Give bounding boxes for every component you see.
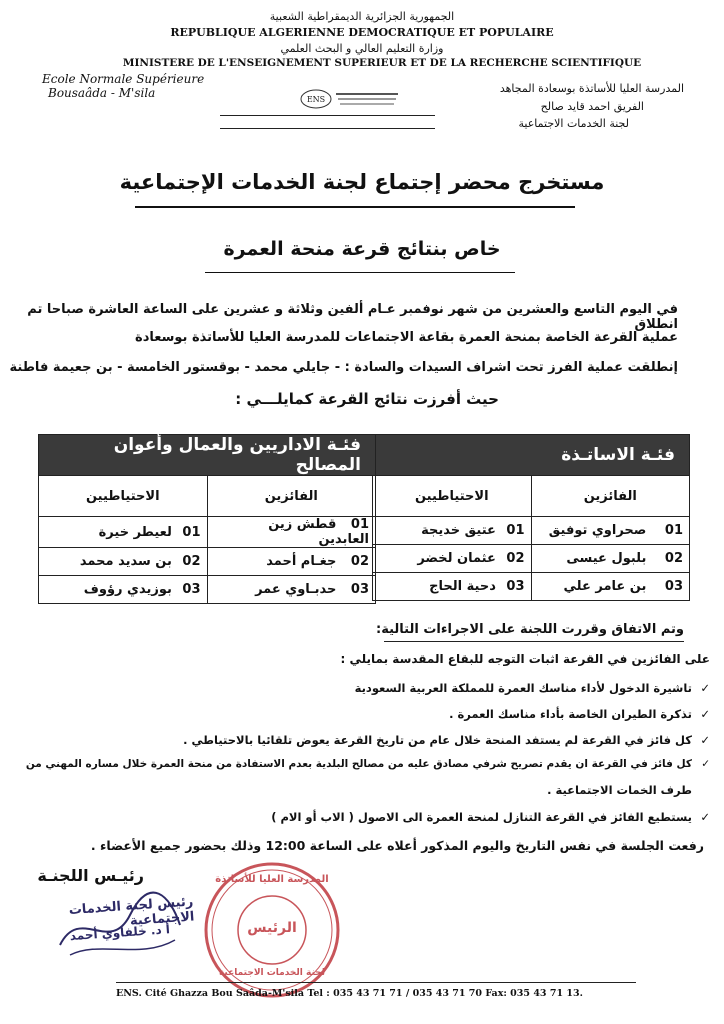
list-item: ✓تاشيرة الدخول لأداء مناسك العمرة للمملكة العربية السعودية xyxy=(354,681,710,695)
header-ar-general: الفريق احمد قايد صالح xyxy=(540,100,644,113)
table-row: 01 صحراوي توفيق 01 عتيق خديجة xyxy=(373,517,690,545)
check-icon: ✓ xyxy=(701,758,710,770)
document-title: مستخرج محضر إجتماع لجنة الخدمات الإجتماعية xyxy=(119,170,605,194)
staff-col-winners: الفائزين xyxy=(207,476,376,517)
header-fr-school: Ecole Normale Supérieure xyxy=(42,72,205,86)
table-row: 02 جغـام أحمد 02 بن سديد محمد xyxy=(39,548,376,576)
svg-text:ENS: ENS xyxy=(306,95,326,104)
teachers-table xyxy=(372,434,690,601)
header-fr-ministry: MINISTERE DE L'ENSEIGNEMENT SUPERIEUR ET DE LA RECHERCHE SCIENTIFIQUE xyxy=(122,57,642,69)
seal-center-text: الرئيس xyxy=(247,920,297,936)
header-ar-ministry: وزارة التعليم العالي و البحث العلمي xyxy=(280,42,444,55)
signature-stamp-line2: أ د. خلفاوي أحمد xyxy=(69,922,171,944)
title-underline xyxy=(135,206,575,208)
footer-contact: ENS. Cité Ghazza Bou Saâda-M'sila Tel : 035 43 71 71 / 035 43 71 70 Fax: 035 43 71 13. xyxy=(116,988,583,999)
check-icon: ✓ xyxy=(700,733,710,747)
footer-rule xyxy=(116,982,636,983)
paragraph-3: إنطلقت عملية الفرز تحت اشراف السيدات والسادة : - جايلي محمد - بوقستور الخامسة - بن جعيمة فاطنة xyxy=(9,360,678,375)
subtitle-underline xyxy=(205,272,515,273)
check-icon: ✓ xyxy=(700,681,710,695)
check-icon: ✓ xyxy=(700,707,710,721)
header-ar-republic: الجمهورية الجزائرية الديمقراطية الشعبية xyxy=(269,10,455,23)
header-ar-committee: لجنة الخدمات الاجتماعية xyxy=(518,117,629,130)
staff-table xyxy=(38,434,376,604)
table-row: 02 بلبول عيسى 02 عثمان لخضر xyxy=(373,545,690,573)
decisions-heading-underline xyxy=(384,641,684,642)
signature-stamp-line1: رئيس لجنة الخدمات الاجتماعية xyxy=(68,894,195,929)
list-item: ✓تذكرة الطيران الخاصة بأداء مناسك العمرة . xyxy=(449,707,710,721)
teachers-col-winners: الفائزين xyxy=(531,476,690,517)
list-item: ✓كل فائز في القرعة لم يستفد المنحة خلال عام من تاريخ القرعة يعوض تلقائيا بالاحتياطي . xyxy=(183,733,710,747)
decisions-intro: على الفائزين في القرعة اثبات التوجه للبقاع المقدسة بمايلي : xyxy=(340,652,710,666)
paragraph-4: حيث أفرزت نتائج القرعة كمايلـــي : xyxy=(235,390,499,408)
list-item: ✓كل فائز في القرعة ان يقدم تصريح شرفي مصادق عليه من مصالح البلدية بعدم الاستفادة من منحة العمرة خلال مساره المهني من xyxy=(25,758,710,770)
school-logo xyxy=(298,87,402,111)
teachers-table-title: فئـة الاساتـذة xyxy=(373,435,690,476)
paragraph-2: عملية القرعة الخاصة بمنحة العمرة بقاعة الاجتماعات للمدرسة العليا للأساتذة بوسعادة xyxy=(135,330,678,345)
table-row: 03 بن عامر علي 03 دحية الحاج xyxy=(373,573,690,601)
document-subtitle: خاص بنتائج قرعة منحة العمرة xyxy=(223,238,501,260)
header-fr-city: Bousaâda - M'sila xyxy=(48,86,156,100)
header-rule-1 xyxy=(220,115,435,116)
table-row: 01 قطش زين العابدين 01 لعيطر خيرة xyxy=(39,517,376,548)
header-fr-republic: REPUBLIQUE ALGERIENNE DEMOCRATIQUE ET POPULAIRE xyxy=(170,26,554,39)
list-item: ✓يستطيع الفائز في القرعة التنازل لمنحة العمرة الى الاصول ( الاب أو الام ) xyxy=(271,810,710,824)
staff-col-reserves: الاحتياطيين xyxy=(39,476,208,517)
list-item-continuation: طرف الخمات الاجتماعية . xyxy=(547,783,692,797)
paragraph-1: في اليوم التاسع والعشرين من شهر نوفمبر عـام ألفين وثلاثة و عشرين على الساعة العاشرة صباحا تم انطلاق xyxy=(27,302,678,332)
seal-bottom-text: لجنة الخدمات الاجتماعية xyxy=(218,968,326,978)
handwritten-signature xyxy=(50,885,190,965)
teachers-col-reserves: الاحتياطيين xyxy=(373,476,532,517)
header-ar-school: المدرسة العليا للأساتذة بوسعادة المجاهد xyxy=(499,82,684,95)
closing-statement: رفعت الجلسة في نفس التاريخ واليوم المذكور أعلاه على الساعة 12:00 وذلك بحضور جميع الأعضاء . xyxy=(90,838,704,853)
staff-table-title: فئـة الاداريين والعمال وأعوان المصالح xyxy=(39,435,376,476)
seal-outer-text: المدرسة العليا للأساتذة xyxy=(215,874,329,885)
signature-title: رئيـس اللجنـة xyxy=(37,866,144,885)
header-rule-2 xyxy=(220,128,435,129)
check-icon: ✓ xyxy=(700,810,710,824)
decisions-heading: وتم الاتفاق وقررت اللجنة على الاجراءات التالية: xyxy=(376,622,684,637)
table-row: 03 حدبـاوي عمر 03 بوزيدي رؤوف xyxy=(39,576,376,604)
